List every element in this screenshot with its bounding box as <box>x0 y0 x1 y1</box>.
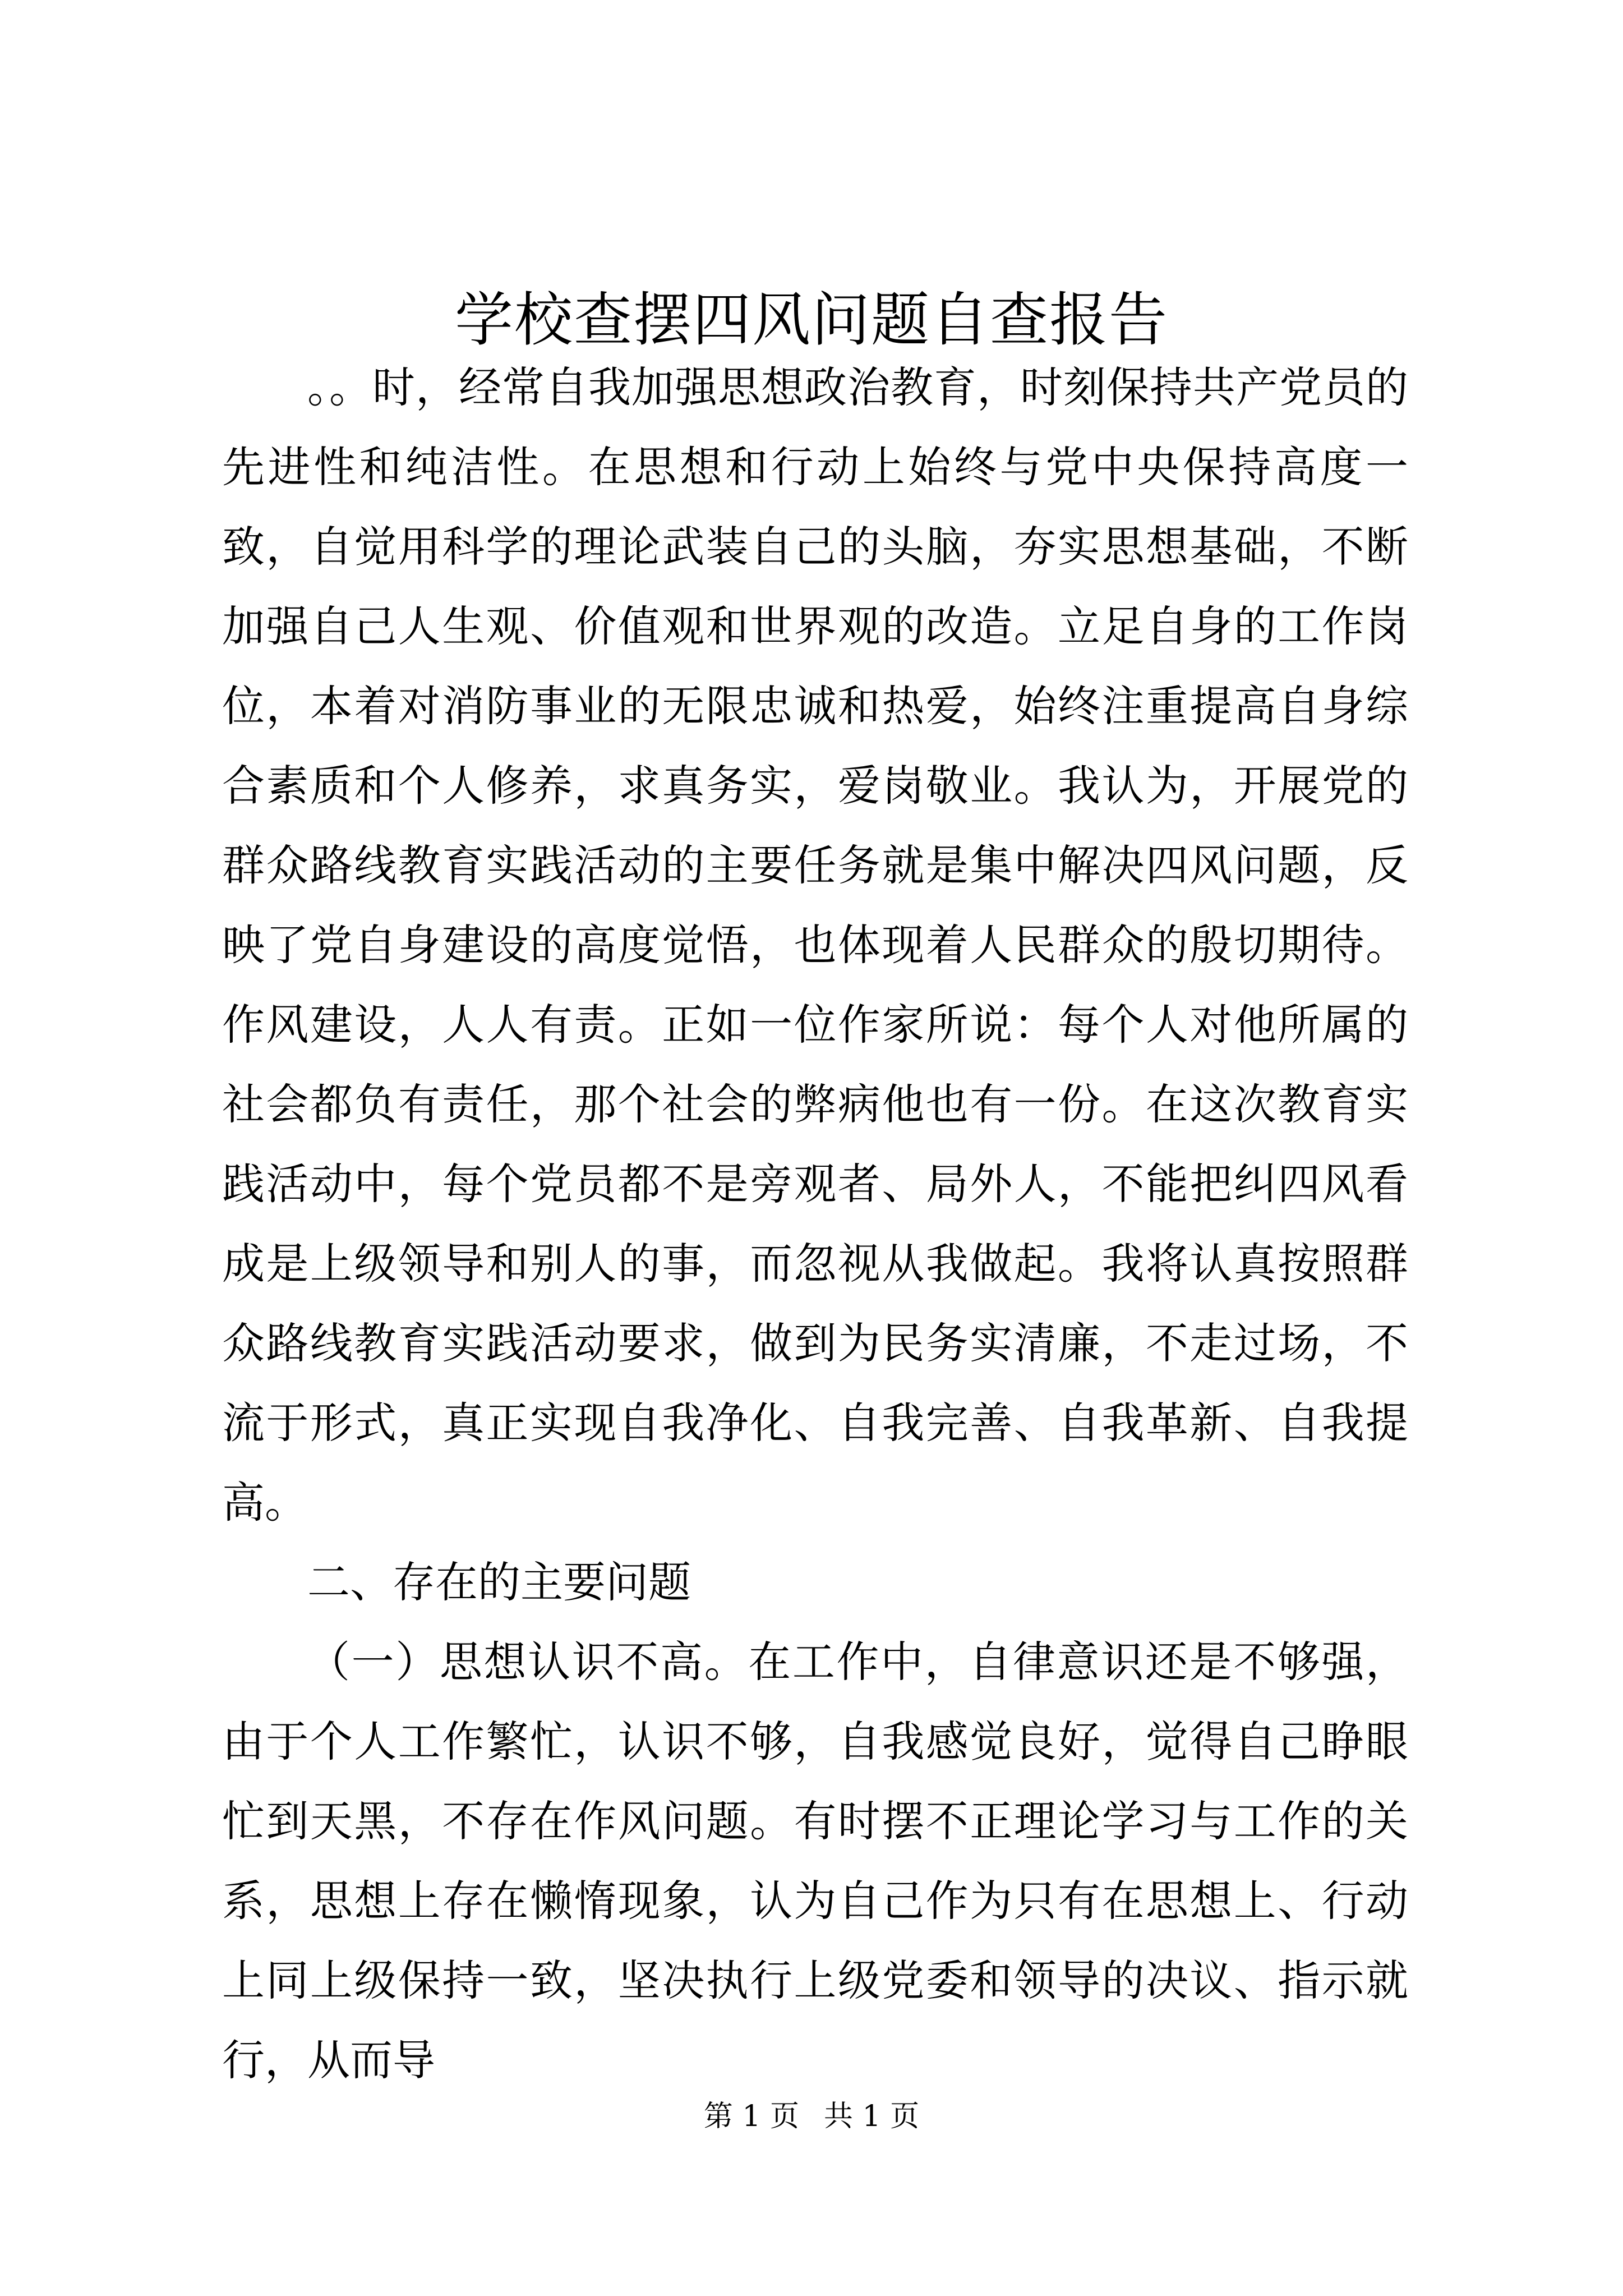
body-paragraph-1: 。。时，经常自我加强思想政治教育，时刻保持共产党员的先进性和纯洁性。在思想和行动上始终与党中央保持高度一致，自觉用科学的理论武装自己的头脑，夯实思想基础，不断加强自己人生观、价值观和世界观的改造。立足自身的工作岗位，本着对消防事业的无限忠诚和热爱，始终注重提高自身综合素质和个人修养，求真务实，爱岗敬业。我认为，开展党的群众路线教育实践活动的主要任务就是集中解决四风问题，反映了党自身建设的高度觉悟，也体现着人民群众的殷切期待。作风建设，人人有责。正如一位作家所说：每个人对他所属的社会都负有责任，那个社会的弊病他也有一份。在这次教育实践活动中，每个党员都不是旁观者、局外人，不能把纠四风看成是上级领导和别人的事，而忽视从我做起。我将认真按照群众路线教育实践活动要求，做到为民务实清廉，不走过场，不流于形式，真正实现自我净化、自我完善、自我革新、自我提高。 <box>222 362 1408 1527</box>
page-total: 共 1 页 <box>824 2100 920 2133</box>
body-paragraph-2: （一）思想认识不高。在工作中，自律意识还是不够强，由于个人工作繁忙，认识不够，自我感觉良好，觉得自己睁眼忙到天黑，不存在作风问题。有时摆不正理论学习与工作的关系，思想上存在懒惰现象，认为自己作为只有在思想上、行动上同上级保持一致，坚决执行上级党委和领导的决议、指示就行，从而导 <box>222 1637 1408 2085</box>
section-heading-problems: 二、存在的主要问题 <box>307 1557 691 1607</box>
page-number: 第 1 页 <box>703 2100 799 2133</box>
document-title: 学校查摆四风问题自查报告 <box>454 286 1168 354</box>
page-footer <box>0 2097 1623 2136</box>
document-body <box>222 348 1408 2100</box>
